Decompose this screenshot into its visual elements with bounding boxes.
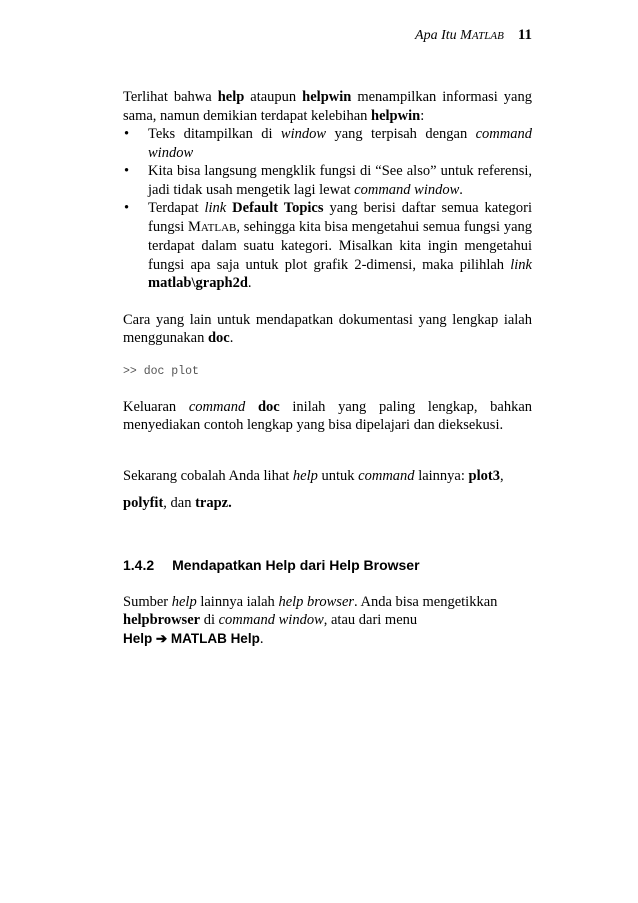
running-title: Apa Itu MATLAB <box>415 28 504 43</box>
paragraph-help-helpwin: Terlihat bahwa help ataupun helpwin menampilkan informasi yang sama, namun demikian terdapat kelebihan helpwin: <box>123 89 532 124</box>
advantages-list <box>123 125 532 293</box>
list-item: • Terdapat link Default Topics yang berisi daftar semua kategori fungsi MATLAB, sehingga kita bisa mengetahui semua fungsi yang terdapat dalam suatu kategori. Misalkan kita ingin mengetahui fungsi apa saja untuk plot grafik 2-dimensi, maka pilihlah link matlab\graph2d. <box>124 200 532 291</box>
arrow-right-icon: ➔ <box>155 630 168 646</box>
page-body <box>123 88 532 648</box>
paragraph-try-help: Sekarang cobalah Anda lihat help untuk command lainnya: plot3, polyfit, dan trapz. <box>123 467 504 511</box>
bullet-icon: • <box>124 163 130 179</box>
paragraph-doc: Cara yang lain untuk mendapatkan dokumentasi yang lengkap ialah menggunakan doc. <box>123 311 532 346</box>
section-number: 1.4.2 <box>123 556 155 573</box>
menu-matlab-help: MATLAB Help <box>170 630 260 646</box>
bullet-icon: • <box>124 200 130 216</box>
bullet-icon: • <box>124 126 130 142</box>
page-header <box>415 27 532 44</box>
list-item: • Teks ditampilkan di window yang terpisah dengan command window <box>124 126 532 161</box>
list-item: • Kita bisa langsung mengklik fungsi di “See also” untuk referensi, jadi tidak usah mengetik lagi lewat command window. <box>124 163 532 198</box>
section-heading <box>123 557 532 573</box>
paragraph-help-browser: Sumber help lainnya ialah help browser. Anda bisa mengetikkan helpbrowser di command window, atau dari menu Help ➔ MATLAB Help. <box>123 593 498 647</box>
paragraph-doc-output: Keluaran command doc inilah yang paling lengkap, bahkan menyediakan contoh lengkap yang bisa dipelajari dan dieksekusi. <box>123 398 533 433</box>
page-number: 11 <box>517 27 532 43</box>
code-line: >> doc plot <box>123 364 199 378</box>
menu-help: Help <box>123 630 153 646</box>
section-title: Mendapatkan Help dari Help Browser <box>172 556 420 573</box>
